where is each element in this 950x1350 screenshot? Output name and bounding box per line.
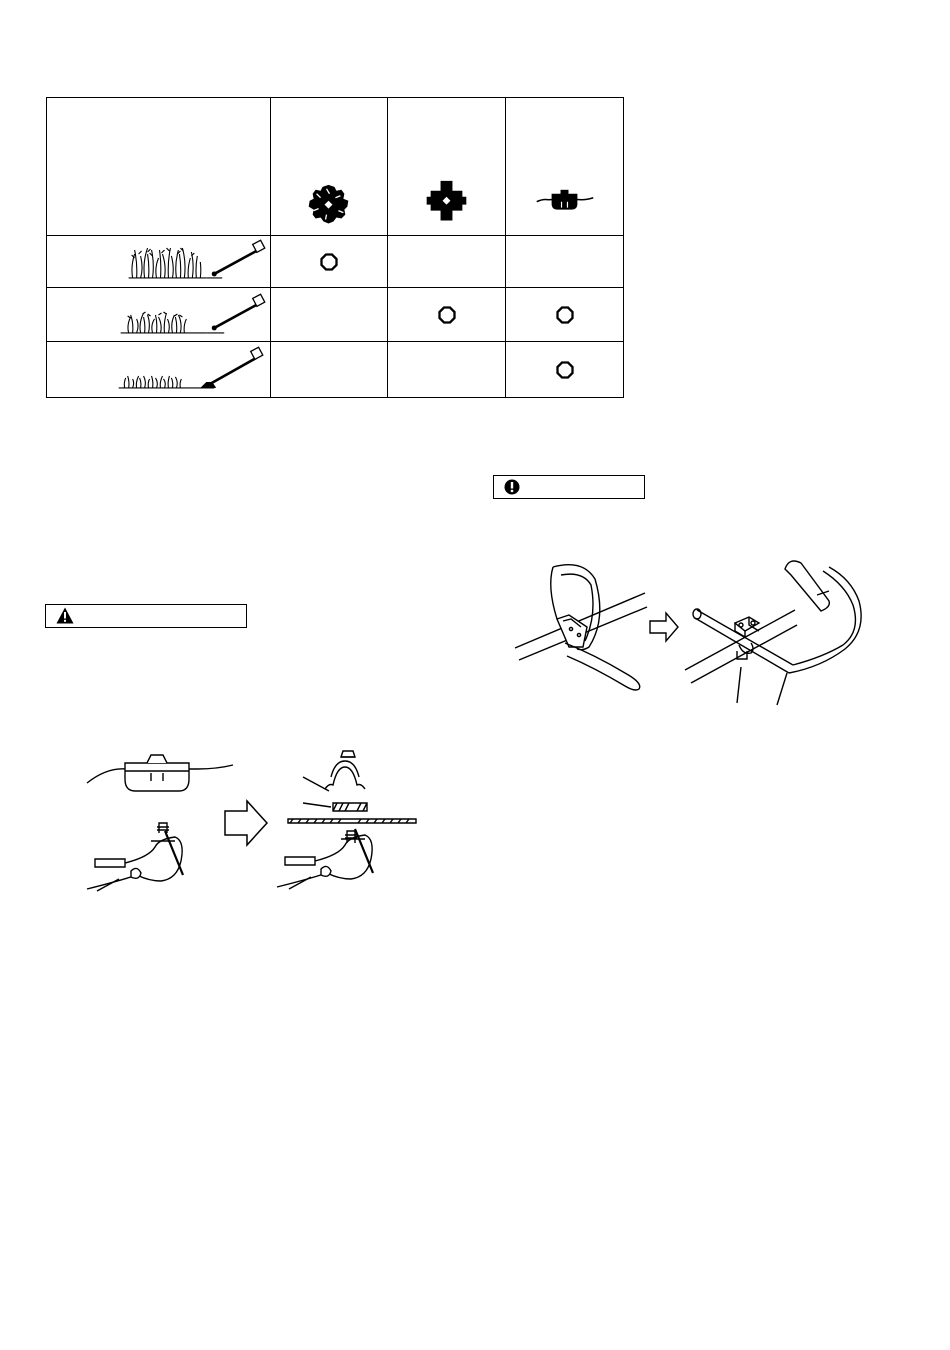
table-row-illustration-cell [47,342,271,398]
table-mark-cell [271,342,388,398]
table-mark-cell [388,342,506,398]
table-header-cell [506,98,624,236]
table-header-row [47,98,624,236]
application-table [46,97,624,398]
table-corner-cell [47,98,271,236]
check-circle-icon [438,306,456,324]
metal-blade-icon [271,98,387,235]
plastic-blade-icon [388,98,505,235]
nylon-cutting-head-icon [506,98,623,235]
warning-triangle-icon [56,607,74,624]
check-circle-icon [320,253,338,271]
table-row-illustration-cell [47,288,271,342]
table-mark-cell [506,342,624,398]
table-mark-cell [271,288,388,342]
check-circle-icon [556,361,574,379]
table-row [47,342,624,398]
medium-grass-icon [47,288,270,341]
check-circle-icon [556,306,574,324]
table-mark-cell [506,236,624,288]
nylon-head-to-blade-conversion-figure [85,745,420,900]
table-row [47,288,624,342]
tall-grass-icon [47,236,270,287]
table-mark-cell [271,236,388,288]
exclamation-circle-icon [504,479,520,495]
table-mark-cell [388,236,506,288]
table-mark-cell [388,288,506,342]
short-grass-icon [47,342,270,397]
notice-box [493,475,645,499]
table-row-illustration-cell [47,236,271,288]
table-row [47,236,624,288]
table-mark-cell [506,288,624,342]
table-header-cell [271,98,388,236]
handle-conversion-figure [505,555,875,710]
warning-box [45,604,247,628]
table-header-cell [388,98,506,236]
